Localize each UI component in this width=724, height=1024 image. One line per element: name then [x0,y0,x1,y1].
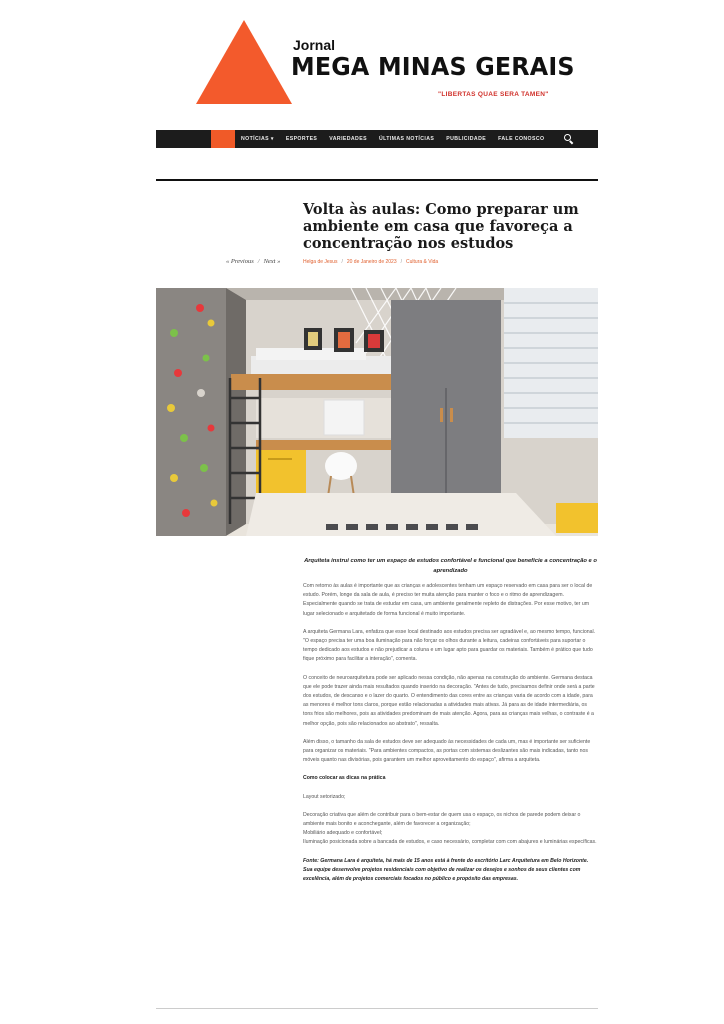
post-category-link[interactable]: Cultura & Vida [406,259,439,265]
site-slogan: "LIBERTAS QUAE SERA TAMEN" [438,91,549,98]
article-paragraph: Layout setorizado; [303,793,346,800]
site-title: MEGA MINAS GERAIS [291,52,575,81]
post-meta: Helga de Jesus / 20 de Janeiro de 2023 / Cultura & Vida [303,259,439,265]
article-source: Fonte: Germana Lara é arquiteta, há mais de 15 anos está à frente do escritório Larc Arquitetura em Belo Horizonte. Sua equipe desenvolve projetos residenciais com objetivo de realizar os desejos e sonhos de seus clientes com excelência, além de projetos comerciais focados no público e propósito das empresas. [303,857,589,883]
search-icon[interactable] [564,134,574,144]
logo-jornal-text: Jornal [293,37,336,53]
nav-item-ultimas-noticias[interactable]: ÚLTIMAS NOTÍCIAS [378,136,435,142]
main-nav [156,130,598,148]
post-title: Volta às aulas: Como preparar um ambiente em casa que favoreça a concentração nos estudos [303,201,579,252]
previous-post-link[interactable]: « Previous [226,258,254,265]
tip-decoration: Decoração criativa que além de contribuir para o bem-estar de quem usa o espaço, os nichos de parede podem deixar o ambiente mais bonito e aconchegante, além de favorecer a organização; [303,811,581,828]
post-author-link[interactable]: Helga de Jesus [303,259,338,265]
header-divider [156,179,598,181]
post-date: 20 de Janeiro de 2023 [346,259,397,265]
article-paragraph: O conceito de neuroarquitetura pode ser aplicado nessa condição, não apenas na construção do ambiente. Germana destaca que ele pode trazer ainda mais resultados quando inserido na decoração. "Antes de tudo, precisamos definir onde será a parte dos estudos, de descanso e o lazer do quarto. O entendimento das cores entre as crianças varia de acordo com a idade, para as menores é melhor tons claros, porque estão relacionadas a atividades mais ativas. Já para as de idade intermediária, os tons frios são melhores, pois as atividades predominam de mais atenção. Agora, para as crianças mais velhas, o contraste é a melhor opção, pois são relacionados ao abstrato", ressalta. [303,674,595,727]
article-body [303,582,597,893]
tip-lighting: Iluminação posicionada sobre a bancada de estudos, e caso necessário, completar com com abajures e luminárias específicas. [303,839,597,846]
post-navigation: « Previous / Next » [226,258,281,265]
nav-item-esportes[interactable]: ESPORTES [285,136,318,142]
article-lead: Arquiteta instrui como ter um espaço de estudos confortável e funcional que beneficie a concentração e o aprendizado [304,558,597,574]
next-post-link[interactable]: Next » [263,258,281,265]
nav-item-fale-conosco[interactable]: FALE CONOSCO [498,136,545,142]
tip-furniture: Mobiliário adequado e confortável; [303,830,383,837]
nav-item-variedades[interactable]: VARIEDADES [329,136,367,142]
triangle-logo-icon [196,20,292,104]
hero-image [156,288,598,536]
article-paragraph: Além disso, o tamanho da sala de estudos deve ser adequado às necessidades de cada um, mas é importante ser suficiente para organizar os materiais. "Para ambientes compactos, as portas com sistemas deslizantes são mais indicadas, tanto nos móveis quanto nas divisórias, pois garantem um melhor aproveitamento do espaço", afirma a arquiteta. [303,738,591,764]
nav-item-publicidade[interactable]: PUBLICIDADE [446,136,487,142]
article-subheading: Como colocar as dicas na prática [303,775,386,782]
nav-item-noticias[interactable]: NOTÍCIAS ▾ [241,136,274,142]
article-paragraph: Com retorno às aulas é importante que as crianças e adolescentes tenham um espaço reservado em casa para ser o local de estudo. Porém, longe da sala de aula, é preciso ter muita atenção para manter o foco e o ritmo de aprendizagem. Especialmente quando se trata de estudar em casa, um ambiente geralmente repleto de distrações. Por esse motivo, ter um lugar selecionado e arquitetado de forma funcional é muito importante. [303,583,593,617]
footer-divider [156,1008,598,1009]
site-logo[interactable] [196,18,575,108]
nav-accent-block [211,130,235,148]
article-tips [303,811,597,848]
article-paragraph: A arquiteta Germana Lara, enfatiza que esse local destinado aos estudos precisa ser agradável e, ao mesmo tempo, funcional. "O espaço precisa ter uma boa iluminação para não forçar os olhos durante a leitura, cadeiras confortáveis para suportar o tempo dedicado aos estudos e não prejudicar a coluna e um lugar apto para guardar os materiais. Também é prático que tudo fique próximo para facilitar a interação", comenta. [303,628,596,663]
